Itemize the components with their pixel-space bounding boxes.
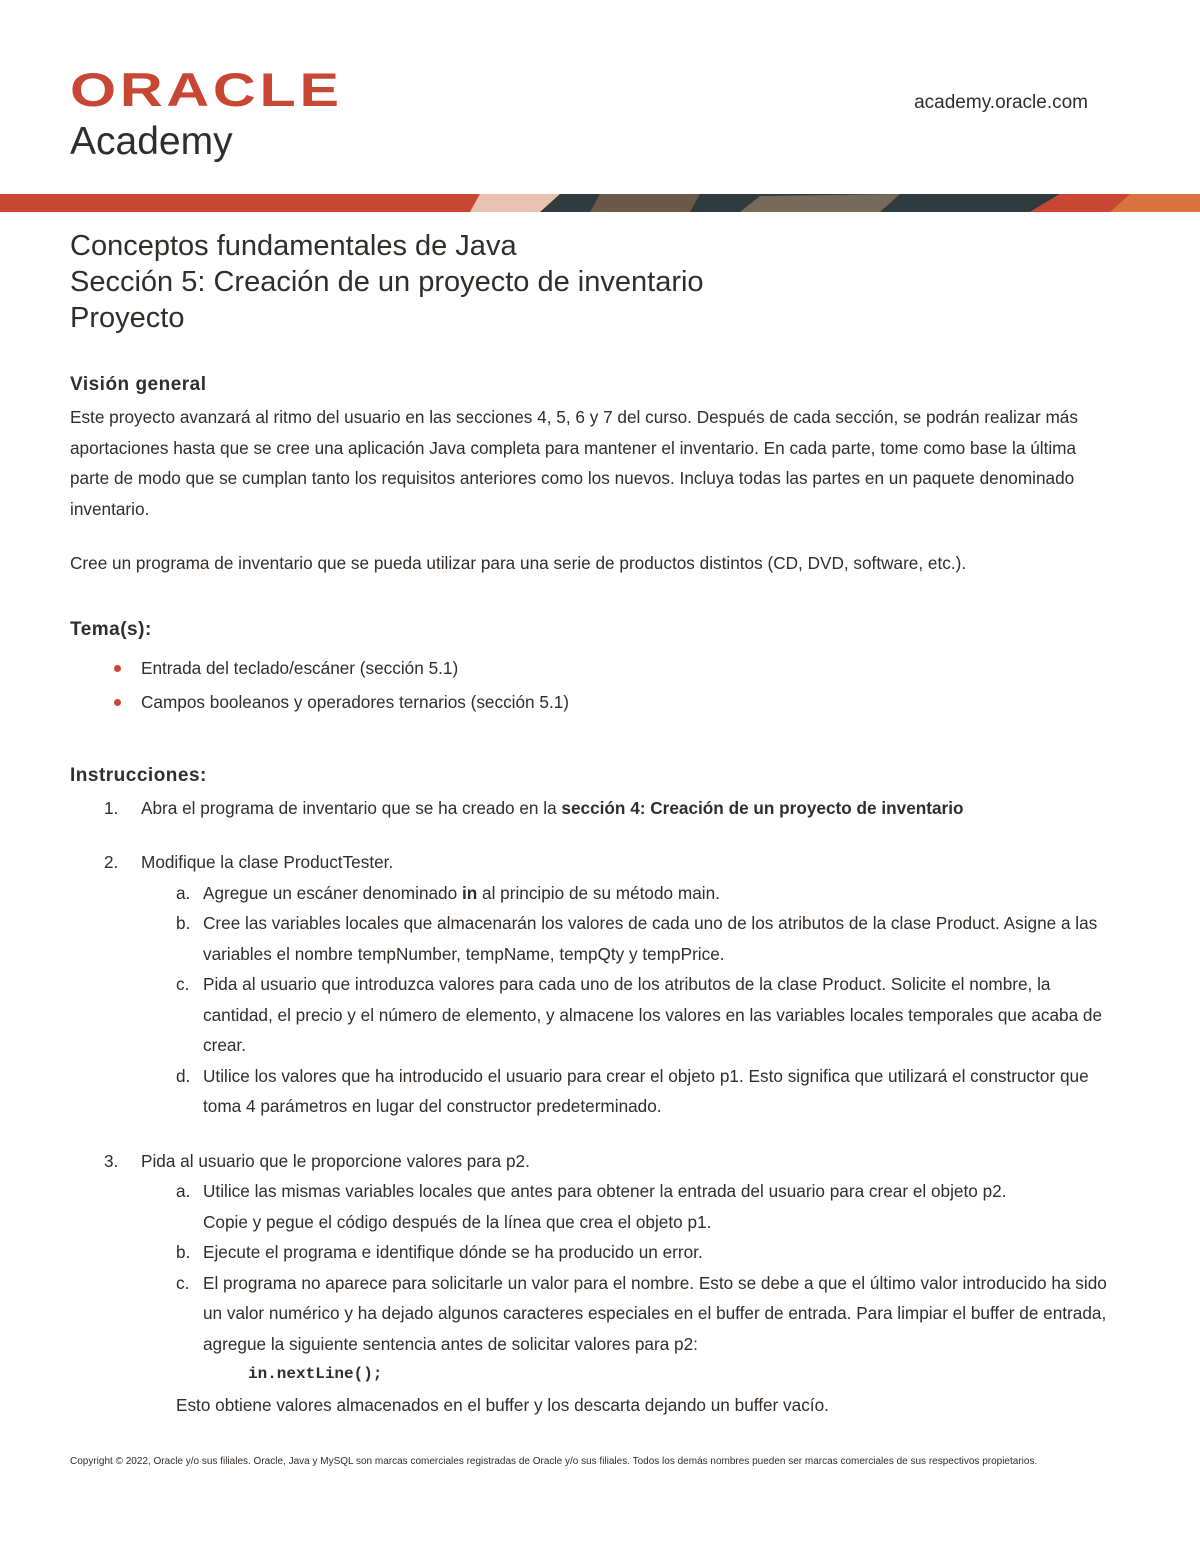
step-3 bbox=[70, 1146, 1115, 1422]
code-snippet: in.nextLine(); bbox=[248, 1365, 383, 1383]
substep-text: Utilice las mismas variables locales que antes para obtener la entrada del usuario para crear el objeto p2. bbox=[203, 1181, 1007, 1201]
instructions-list bbox=[70, 793, 1115, 1422]
bullet-icon bbox=[114, 699, 121, 706]
overview-heading: Visión general bbox=[70, 374, 207, 395]
list-item bbox=[70, 651, 1115, 685]
substep-text: El programa no aparece para solicitarle un valor para el nombre. Esto se debe a que el último valor introducido ha sido un valor numérico y ha dejado algunos caracteres especiales en el buffer de entrada. Para limpiar el buffer de entrada, agregue la siguiente sentencia antes de solicitar valores para p2: bbox=[203, 1272, 1107, 1354]
step-1 bbox=[70, 793, 1115, 824]
logo-subtitle: Academy bbox=[70, 120, 233, 163]
topic-text: Campos booleanos y operadores ternarios (sección 5.1) bbox=[141, 691, 570, 712]
substep-d bbox=[70, 1061, 1115, 1122]
instructions-heading: Instrucciones: bbox=[70, 764, 207, 786]
title-course: Conceptos fundamentales de Java bbox=[70, 230, 517, 262]
step-number: 2. bbox=[104, 852, 119, 872]
title-type: Proyecto bbox=[70, 302, 185, 334]
substeps-list bbox=[70, 1176, 1115, 1359]
page-header bbox=[0, 0, 1200, 196]
substep-text: Copie y pegue el código después de la línea que crea el objeto p1. bbox=[203, 1211, 712, 1232]
code-explanation: Esto obtiene valores almacenados en el buffer y los descarta dejando un buffer vacío. bbox=[176, 1395, 829, 1415]
substep-text: Cree las variables locales que almacenarán los valores de cada uno de los atributos de la clase Product. Asigne a las variables el nombre tempNumber, tempName, tempQty y tempPrice. bbox=[203, 913, 1098, 964]
step-text: Modifique la clase ProductTester. bbox=[141, 852, 394, 872]
step-2 bbox=[70, 847, 1115, 1122]
copyright-footer: Copyright © 2022, Oracle y/o sus filiales. Oracle, Java y MySQL son marcas comerciales registradas de Oracle y/o sus filiales. Todos los demás nombres pueden ser marcas comerciales de sus respectivos propietarios. bbox=[70, 1456, 1038, 1467]
step-number: 1. bbox=[104, 797, 119, 818]
site-url[interactable]: academy.oracle.com bbox=[914, 92, 1088, 113]
substep-b bbox=[70, 1237, 1115, 1268]
topic-text: Entrada del teclado/escáner (sección 5.1) bbox=[141, 657, 459, 678]
overview-paragraph-1: Este proyecto avanzará al ritmo del usuario en las secciones 4, 5, 6 y 7 del curso. Después de cada sección, se podrán realizar más aportaciones hasta que se cree una aplicación Java completa para mantener el inventario. En cada parte, tome como base la última parte de modo que se cumplan tanto los requisitos anteriores como los nuevos. Incluya todas las partes en un paquete denominado inventario. bbox=[70, 407, 1078, 519]
title-section: Sección 5: Creación de un proyecto de inventario bbox=[70, 266, 704, 298]
substep-text: Agregue un escáner denominado bbox=[203, 882, 462, 903]
substep-text: Utilice los valores que ha introducido el usuario para crear el objeto p1. Esto significa que utilizará el constructor que toma 4 parámetros en lugar del constructor predeterminado. bbox=[203, 1065, 1089, 1116]
substep-c bbox=[70, 969, 1115, 1061]
substep-text: al principio de su método main. bbox=[477, 882, 720, 903]
substep-letter: d. bbox=[176, 1065, 191, 1086]
decorative-banner bbox=[0, 194, 1200, 212]
substep-a bbox=[70, 878, 1115, 909]
substep-letter: c. bbox=[176, 974, 190, 994]
step-text: Abra el programa de inventario que se ha creado en la bbox=[141, 797, 562, 818]
step-bold-reference: sección 4: Creación de un proyecto de inventario bbox=[561, 797, 964, 818]
substep-b bbox=[70, 908, 1115, 969]
substep-bold: in bbox=[461, 882, 478, 903]
bullet-icon bbox=[114, 665, 121, 672]
substep-letter: c. bbox=[176, 1272, 190, 1293]
document-body bbox=[70, 228, 1115, 1421]
topics-list bbox=[70, 651, 1115, 719]
substeps-list bbox=[70, 878, 1115, 1122]
step-number: 3. bbox=[104, 1150, 119, 1171]
substep-letter: a. bbox=[176, 1181, 191, 1201]
substep-c bbox=[70, 1268, 1115, 1360]
overview-paragraph-2: Cree un programa de inventario que se pueda utilizar para una serie de productos distintos (CD, DVD, software, etc.). bbox=[70, 553, 967, 573]
substep-letter: b. bbox=[176, 913, 191, 933]
step-text: Pida al usuario que le proporcione valores para p2. bbox=[141, 1150, 530, 1171]
topics-heading: Tema(s): bbox=[70, 618, 152, 640]
logo-wordmark: ORACLE bbox=[70, 63, 343, 116]
oracle-academy-logo bbox=[70, 63, 343, 164]
substep-letter: a. bbox=[176, 882, 191, 903]
substep-a bbox=[70, 1176, 1115, 1237]
substep-text: Ejecute el programa e identifique dónde se ha producido un error. bbox=[203, 1242, 703, 1262]
substep-text: Pida al usuario que introduzca valores para cada uno de los atributos de la clase Product. Solicite el nombre, la cantidad, el precio y el número de elemento, y almacene los valores en las variables locales temporales que acaba de crear. bbox=[203, 974, 1103, 1055]
document-title bbox=[70, 228, 1115, 336]
list-item bbox=[70, 685, 1115, 719]
substep-letter: b. bbox=[176, 1242, 191, 1262]
